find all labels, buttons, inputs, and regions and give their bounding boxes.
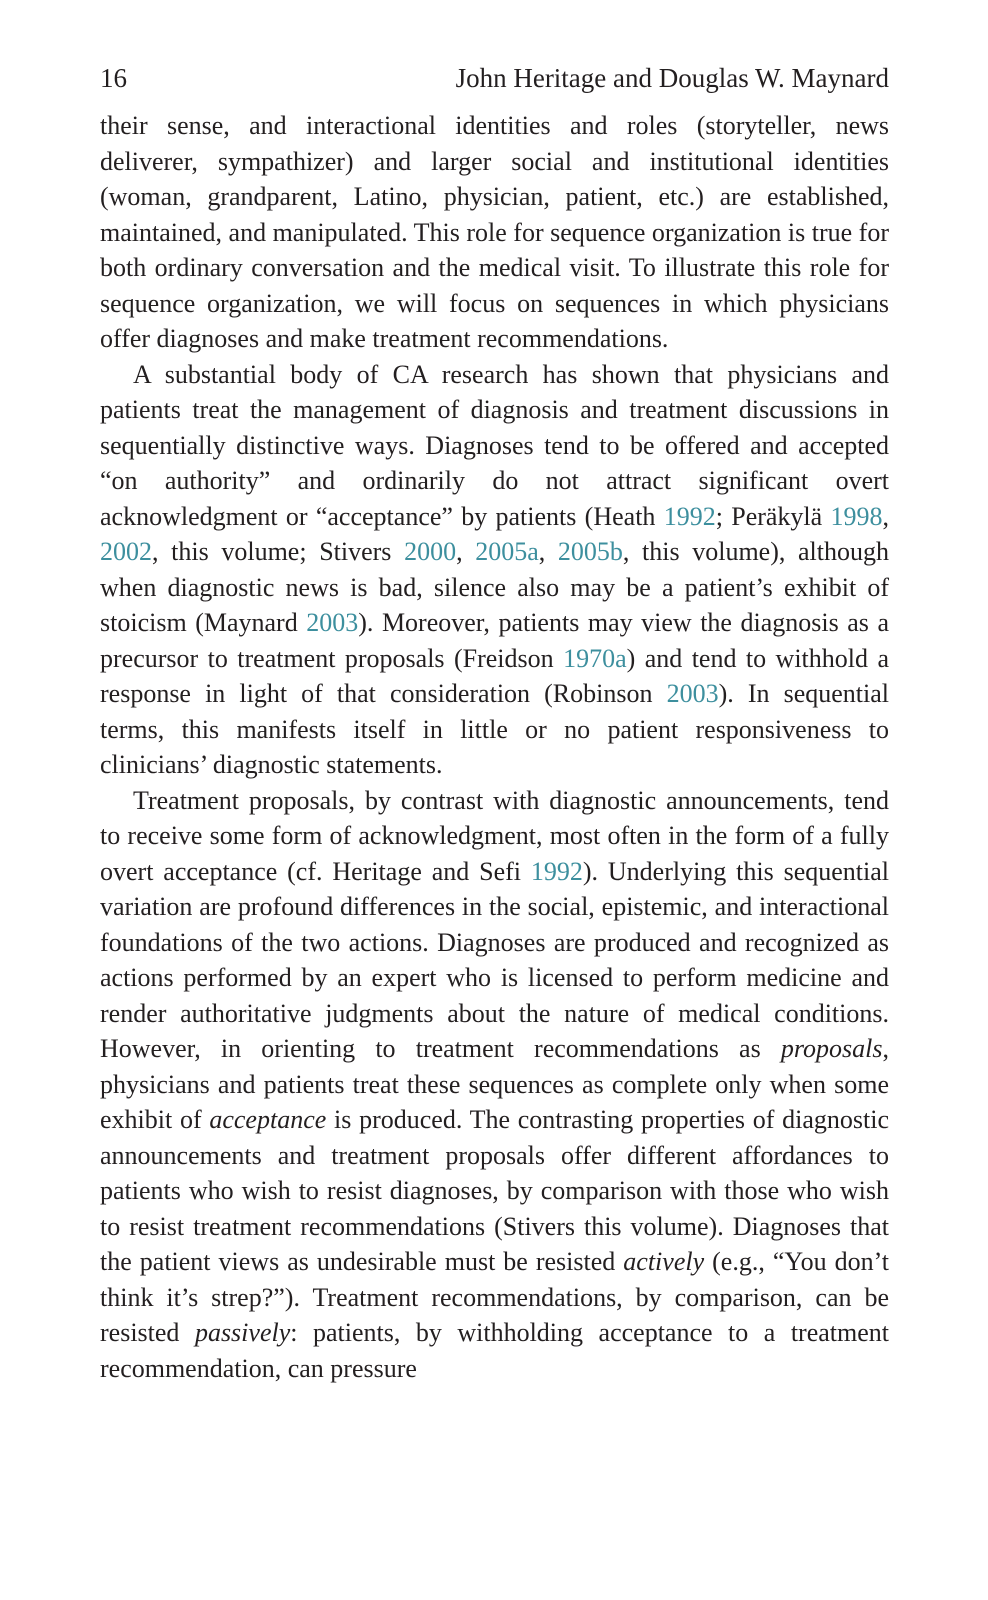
text-run: A substantial body of CA research has shown that physicians and patients treat the management of diagnosis and treatment discussions in sequentially distinctive ways. Diagnoses tend to be offered and accepted “on authority” and ordinarily do not attract significant overt acknowledgment or “acceptance” by patients (Heath <box>100 359 889 531</box>
citation-year-link[interactable]: 1970a <box>563 643 627 673</box>
citation-year-link[interactable]: 2005a <box>475 537 539 566</box>
citation-year-link[interactable]: 1992 <box>663 501 716 531</box>
emphasized-term: actively <box>623 1247 705 1276</box>
text-run: is produced. The contrasting properties of diagnostic announcements and treatment proposals offer different affordances to patients who wish to resist diagnoses, by comparison with those who wish to resist treatment recommendations (Stivers this volume). Diagnoses that the patient views as undesirable must be resisted <box>100 1105 889 1276</box>
body-paragraph <box>100 783 889 1387</box>
text-run: , <box>456 537 476 566</box>
citation-year-link[interactable]: 2002 <box>100 537 152 566</box>
text-run: (e.g., “You don’t think it’s strep?”). Treatment recommendations, by comparison, can be resisted <box>100 1247 889 1347</box>
text-run: , this volume), although when diagnostic news is bad, silence also may be a patient’s exhibit of stoicism (Maynard <box>100 537 890 637</box>
citation-year-link[interactable]: 1992 <box>530 856 583 886</box>
running-title: John Heritage and Douglas W. Maynard <box>455 63 889 93</box>
citation-year-link[interactable]: 2003 <box>666 679 719 708</box>
text-run: Treatment proposals, by contrast with diagnostic announcements, tend to receive some form of acknowledgment, most often in the form of a fully overt acceptance (cf. Heritage and Sefi <box>100 785 889 886</box>
citation-year-link[interactable]: 2000 <box>404 537 457 566</box>
emphasized-term: acceptance <box>209 1105 327 1134</box>
text-run: ; Peräkylä <box>715 501 831 531</box>
page-number: 16 <box>100 63 127 93</box>
text-run: , this volume; Stivers <box>152 537 405 566</box>
citation-year-link[interactable]: 2003 <box>306 608 359 637</box>
text-run: : patients, by withholding acceptance to a treatment recommendation, can pressure <box>100 1318 889 1383</box>
body-paragraph <box>100 357 889 783</box>
text-run: ). Moreover, patients may view the diagnosis as a precursor to treatment proposals (Freidson <box>100 608 889 673</box>
body-paragraph <box>100 108 889 357</box>
emphasized-term: passively <box>194 1318 291 1347</box>
body-text <box>100 108 889 1386</box>
book-page <box>100 62 889 1386</box>
text-run: their sense, and interactional identities and roles (storyteller, news deliverer, sympathizer) and larger social and institutional identities (woman, grandparent, Latino, physician, patient, etc.) are established, maintained, and manipulated. This role for sequence organization is true for both ordinary conversation and the medical visit. To illustrate this role for sequence organization, we will focus on sequences in which physicians offer diagnoses and make treatment recommendations. <box>100 111 889 353</box>
running-head <box>100 62 889 94</box>
text-run: , <box>882 501 889 531</box>
emphasized-term: proposals <box>780 1034 883 1063</box>
text-run: ) and tend to withhold a response in light of that consideration (Robinson <box>100 643 889 708</box>
text-run: , <box>538 537 558 566</box>
citation-year-link[interactable]: 2005b <box>557 537 623 566</box>
text-run: ). In sequential terms, this manifests itself in little or no patient responsiveness to clinicians’ diagnostic statements. <box>100 679 889 779</box>
text-run: ). Underlying this sequential variation are profound differences in the social, epistemic, and interactional foundations of the two actions. Diagnoses are produced and recognized as actions performed by an expert who is licensed to perform medicine and render authoritative judgments about the nature of medical conditions. However, in orienting to treatment recommendations as <box>100 856 889 1063</box>
citation-year-link[interactable]: 1998 <box>830 501 883 531</box>
text-run: , physicians and patients treat these sequences as complete only when some exhibit of <box>100 1034 889 1134</box>
